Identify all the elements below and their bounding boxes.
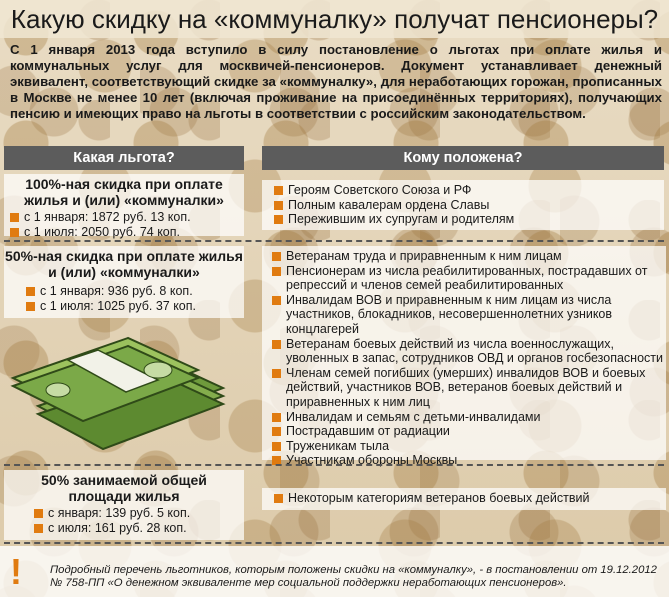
benefit-panel-3 <box>4 470 244 540</box>
benefit-panel-2 <box>4 246 244 318</box>
divider-2 <box>4 464 664 466</box>
exclamation-icon: ! <box>10 551 22 592</box>
recipient-2-9: Участникам обороны Москвы <box>272 453 664 468</box>
recipient-2-5: Членам семей погибших (умерших) инвалидов ВОВ и боевых действий, участников ВОВ, ветеранов боевых действий и приравненных к ним лиц <box>272 366 664 410</box>
recipient-2-2: Пенсионерам из числа реабилитированных, пострадавших от репрессий и членов семей реабилитированных <box>272 264 664 293</box>
benefit-3-item-1: с января: 139 руб. 5 коп. <box>34 506 244 521</box>
divider-1 <box>4 240 664 242</box>
header-benefit: Какая льгота? <box>4 146 244 170</box>
recipient-1-1: Героям Советского Союза и РФ <box>274 183 664 198</box>
benefit-1-item-1: с 1 января: 1872 руб. 13 коп. <box>10 210 244 225</box>
recipient-2-6: Инвалидам и семьям с детьми-инвалидами <box>272 410 664 425</box>
benefit-title-3: 50% занимаемой общей площади жилья <box>41 472 207 504</box>
benefit-panel-1 <box>4 174 244 239</box>
recipient-2-3: Инвалидам ВОВ и приравненным к ним лицам из числа участников, блокадников, несовершеннолетних узников концлагерей <box>272 293 664 337</box>
recipient-1-2: Полным кавалерам ордена Славы <box>274 198 664 213</box>
recipients-panel-3 <box>262 488 666 510</box>
benefit-title-2: 50%-ная скидка при оплате жилья и (или) «коммуналки» <box>5 248 243 280</box>
recipients-panel-1 <box>262 180 664 230</box>
page-title: Какую скидку на «коммуналку» получат пенсионеры? <box>0 0 669 38</box>
recipient-2-7: Пострадавшим от радиации <box>272 424 664 439</box>
recipient-3-1: Некоторым категориям ветеранов боевых действий <box>274 491 666 506</box>
benefit-2-item-2: с 1 июля: 1025 руб. 37 коп. <box>26 299 244 314</box>
money-stack-illustration <box>8 318 233 458</box>
recipient-2-8: Труженикам тыла <box>272 439 664 454</box>
recipient-2-4: Ветеранам боевых действий из числа военнослужащих, уволенных в запас, сотрудников ОВД и органов госбезопасности <box>272 337 664 366</box>
recipient-2-1: Ветеранам труда и приравненным к ним лицам <box>272 249 664 264</box>
benefit-2-item-1: с 1 января: 936 руб. 8 коп. <box>26 284 244 299</box>
header-recipients: Кому положена? <box>262 146 664 170</box>
recipients-panel-2 <box>262 246 666 468</box>
benefit-3-item-2: с июля: 161 руб. 28 коп. <box>34 521 244 536</box>
benefit-1-item-2: с 1 июля: 2050 руб. 74 коп. <box>10 225 244 240</box>
intro-paragraph: С 1 января 2013 года вступило в силу постановление о льготах при оплате жилья и коммунальных услуг для москвичей-пенсионеров. Документ устанавливает денежный эквивалент, соответствующий скидке за «коммуналку», для неработающих горожан, прописанных в Москве не менее 10 лет (включая проживание на присоединённых территориях), получающих пенсию и имеющих право на льготы в соответствии с российским законодательством. <box>10 42 662 121</box>
benefit-title-1: 100%-ная скидка при оплате жилья и (или) «коммуналки» <box>24 176 224 208</box>
recipient-1-3: Пережившим их супругам и родителям <box>274 212 664 227</box>
footnote-text: Подробный перечень льготников, которым положены скидки на «коммуналку», - в постановлении от 19.12.2012 № 758-ПП «О денежном эквиваленте мер социальной поддержки неработающих пенсионеров». <box>50 564 657 589</box>
divider-3 <box>4 542 664 544</box>
